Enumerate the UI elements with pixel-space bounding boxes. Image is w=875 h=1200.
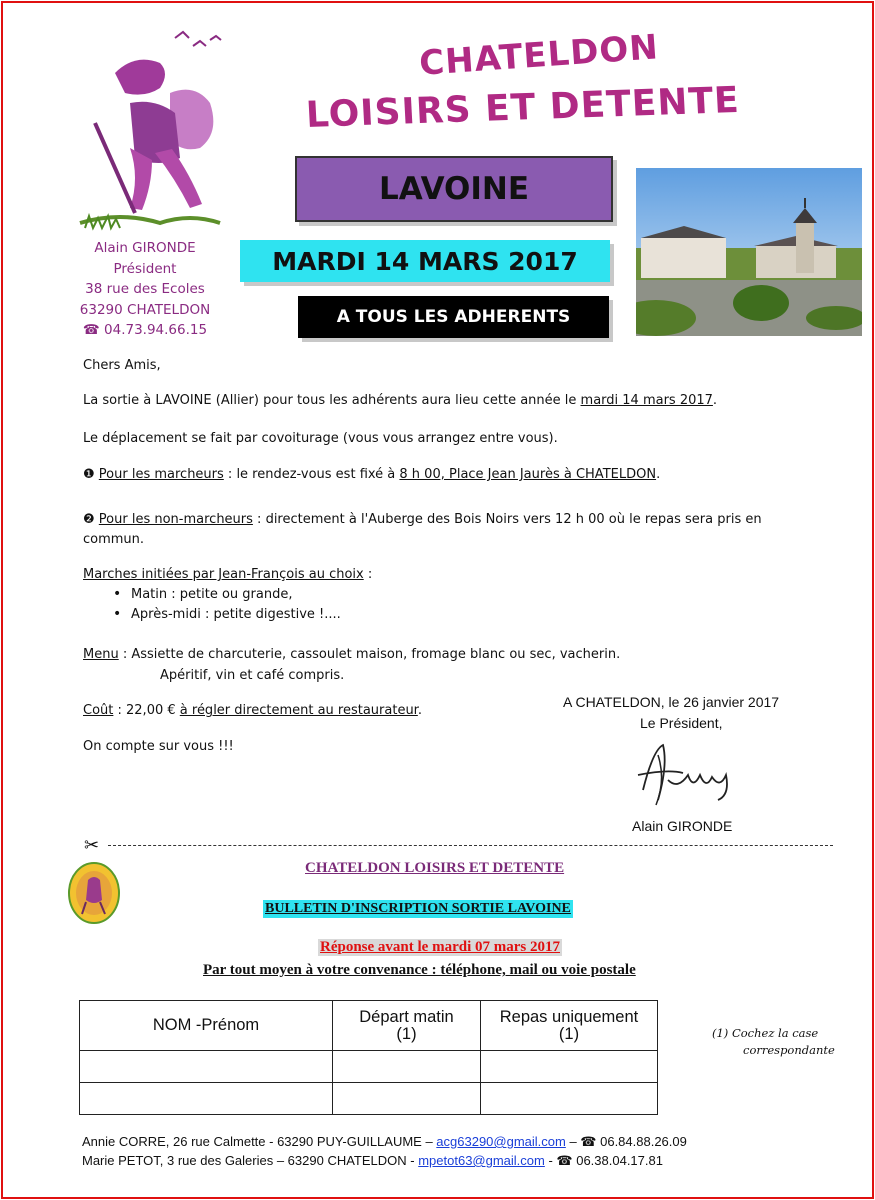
name-cell[interactable] [80, 1083, 333, 1115]
contact-2-address: Marie PETOT, 3 rue des Galeries – 63290 CHATELDON - [82, 1153, 419, 1168]
deadline-notice: Réponse avant le mardi 07 mars 2017 [320, 939, 560, 955]
village-photo [636, 168, 862, 336]
greeting: Chers Amis, [83, 358, 161, 373]
column-header-name [80, 1001, 333, 1051]
meal-checkbox-cell[interactable] [481, 1051, 658, 1083]
contact-means: Par tout moyen à votre convenance : téléphone, mail ou voie postale [203, 962, 636, 978]
column-header-meal [481, 1001, 658, 1051]
paragraph-walkers [83, 467, 660, 482]
menu-label: Menu [83, 647, 119, 662]
signatory-name: Alain GIRONDE [632, 818, 733, 834]
column-header-label: Repas uniquement [499, 1007, 639, 1026]
contact-line-1 [82, 1132, 687, 1151]
paragraph-transport: Le déplacement se fait par covoiturage (vous vous arrangez entre vous). [83, 431, 558, 446]
table-row [80, 1051, 658, 1083]
walkers-text: : le rendez-vous est fixé à [223, 467, 400, 482]
paragraph-nonwalkers [83, 510, 762, 550]
marches-colon: : [363, 567, 373, 582]
signatory-title: Le Président, [640, 715, 723, 731]
nonwalkers-text: : directement à l'Auberge des Bois Noirs vers 12 h 00 où le repas sera pris en [252, 512, 762, 527]
registration-table [79, 1000, 658, 1115]
form-title: CHATELDON LOISIRS ET DETENTE [305, 860, 565, 876]
signature-image [628, 735, 738, 815]
morning-checkbox-cell[interactable] [333, 1083, 481, 1115]
column-header-note: (1) [558, 1024, 580, 1043]
marches-list [109, 587, 372, 627]
title-line-2: LOISIRS ET DETENTE [305, 79, 741, 136]
sender-street: 38 rue des Ecoles [85, 281, 205, 297]
destination-banner: LAVOINE [295, 156, 613, 222]
sender-name: Alain GIRONDE [94, 240, 196, 256]
meal-checkbox-cell[interactable] [481, 1083, 658, 1115]
date-banner: MARDI 14 MARS 2017 [240, 240, 610, 282]
contact-footer [82, 1132, 687, 1170]
paragraph-outing [83, 393, 717, 408]
marches-section [83, 567, 372, 627]
cut-line [108, 845, 833, 846]
nonwalkers-label: Pour les non-marcheurs [98, 512, 253, 527]
nonwalkers-text-2: commun. [83, 532, 145, 547]
walkers-place: 8 h 00, Place Jean Jaurès à CHATELDON [399, 467, 657, 482]
walkers-label: Pour les marcheurs [98, 467, 224, 482]
column-header-note: (1) [396, 1024, 417, 1043]
checkbox-note [712, 1025, 835, 1059]
title-line-1: CHATELDON [418, 27, 660, 84]
contact-1-address: Annie CORRE, 26 rue Calmette - 63290 PUY-GUILLAUME – [82, 1134, 437, 1149]
morning-checkbox-cell[interactable] [333, 1051, 481, 1083]
contact-2-phone: 06.38.04.17.81 [576, 1153, 663, 1168]
column-header-label: NOM -Prénom [152, 1016, 260, 1034]
cost-text: à régler directement au restaurateur [179, 703, 418, 718]
outing-date: mardi 14 mars 2017 [580, 393, 713, 408]
bulletin-title: BULLETIN D'INSCRIPTION SORTIE LAVOINE [265, 901, 571, 916]
note-line-2: correspondante [743, 1043, 835, 1057]
cost-end: . [417, 703, 422, 718]
list-item: • Après-midi : petite digestive !.... [109, 607, 372, 627]
outing-text: La sortie à LAVOINE (Allier) pour tous les adhérents aura lieu cette année le [83, 393, 581, 408]
list-item: • Matin : petite ou grande, [109, 587, 372, 607]
scissors-icon: ✂ [84, 835, 100, 855]
cost-label: Coût [83, 703, 114, 718]
contact-1-phone: 06.84.88.26.09 [600, 1134, 687, 1149]
contact-2-separator: - ☎ [544, 1153, 577, 1168]
table-row [80, 1083, 658, 1115]
walkers-end: . [656, 467, 661, 482]
menu-text-2: Apéritif, vin et café compris. [160, 668, 345, 683]
club-logo [68, 862, 120, 924]
contact-1-email[interactable]: acg63290@gmail.com [436, 1134, 566, 1149]
name-cell[interactable] [80, 1051, 333, 1083]
outing-end: . [712, 393, 718, 408]
sender-city: 63290 CHATELDON [79, 301, 211, 318]
nonwalkers-marker: ❷ [83, 512, 95, 527]
audience-banner: A TOUS LES ADHERENTS [298, 296, 609, 338]
sender-role: Président [113, 260, 177, 277]
walkers-marker: ❶ [83, 467, 95, 482]
contact-1-separator: – ☎ [565, 1134, 601, 1149]
contact-2-email[interactable]: mpetot63@gmail.com [418, 1153, 545, 1168]
column-header-morning [333, 1001, 481, 1051]
closing-text: On compte sur vous !!! [83, 739, 234, 754]
column-header-label: Départ matin [359, 1007, 454, 1026]
cost-amount: : 22,00 € [113, 703, 180, 718]
place-date: A CHATELDON, le 26 janvier 2017 [563, 694, 780, 710]
contact-line-2 [82, 1151, 687, 1170]
note-line-1: (1) Cochez la case [712, 1026, 819, 1040]
sender-address [60, 238, 230, 341]
marches-title: Marches initiées par Jean-François au choix [83, 567, 364, 582]
hiker-logo [75, 28, 235, 233]
menu-text: : Assiette de charcuterie, cassoulet maison, fromage blanc ou sec, vacherin. [118, 647, 621, 662]
cost-line [83, 703, 422, 718]
menu-section [83, 644, 620, 686]
sender-phone: ☎ 04.73.94.66.15 [82, 322, 208, 338]
